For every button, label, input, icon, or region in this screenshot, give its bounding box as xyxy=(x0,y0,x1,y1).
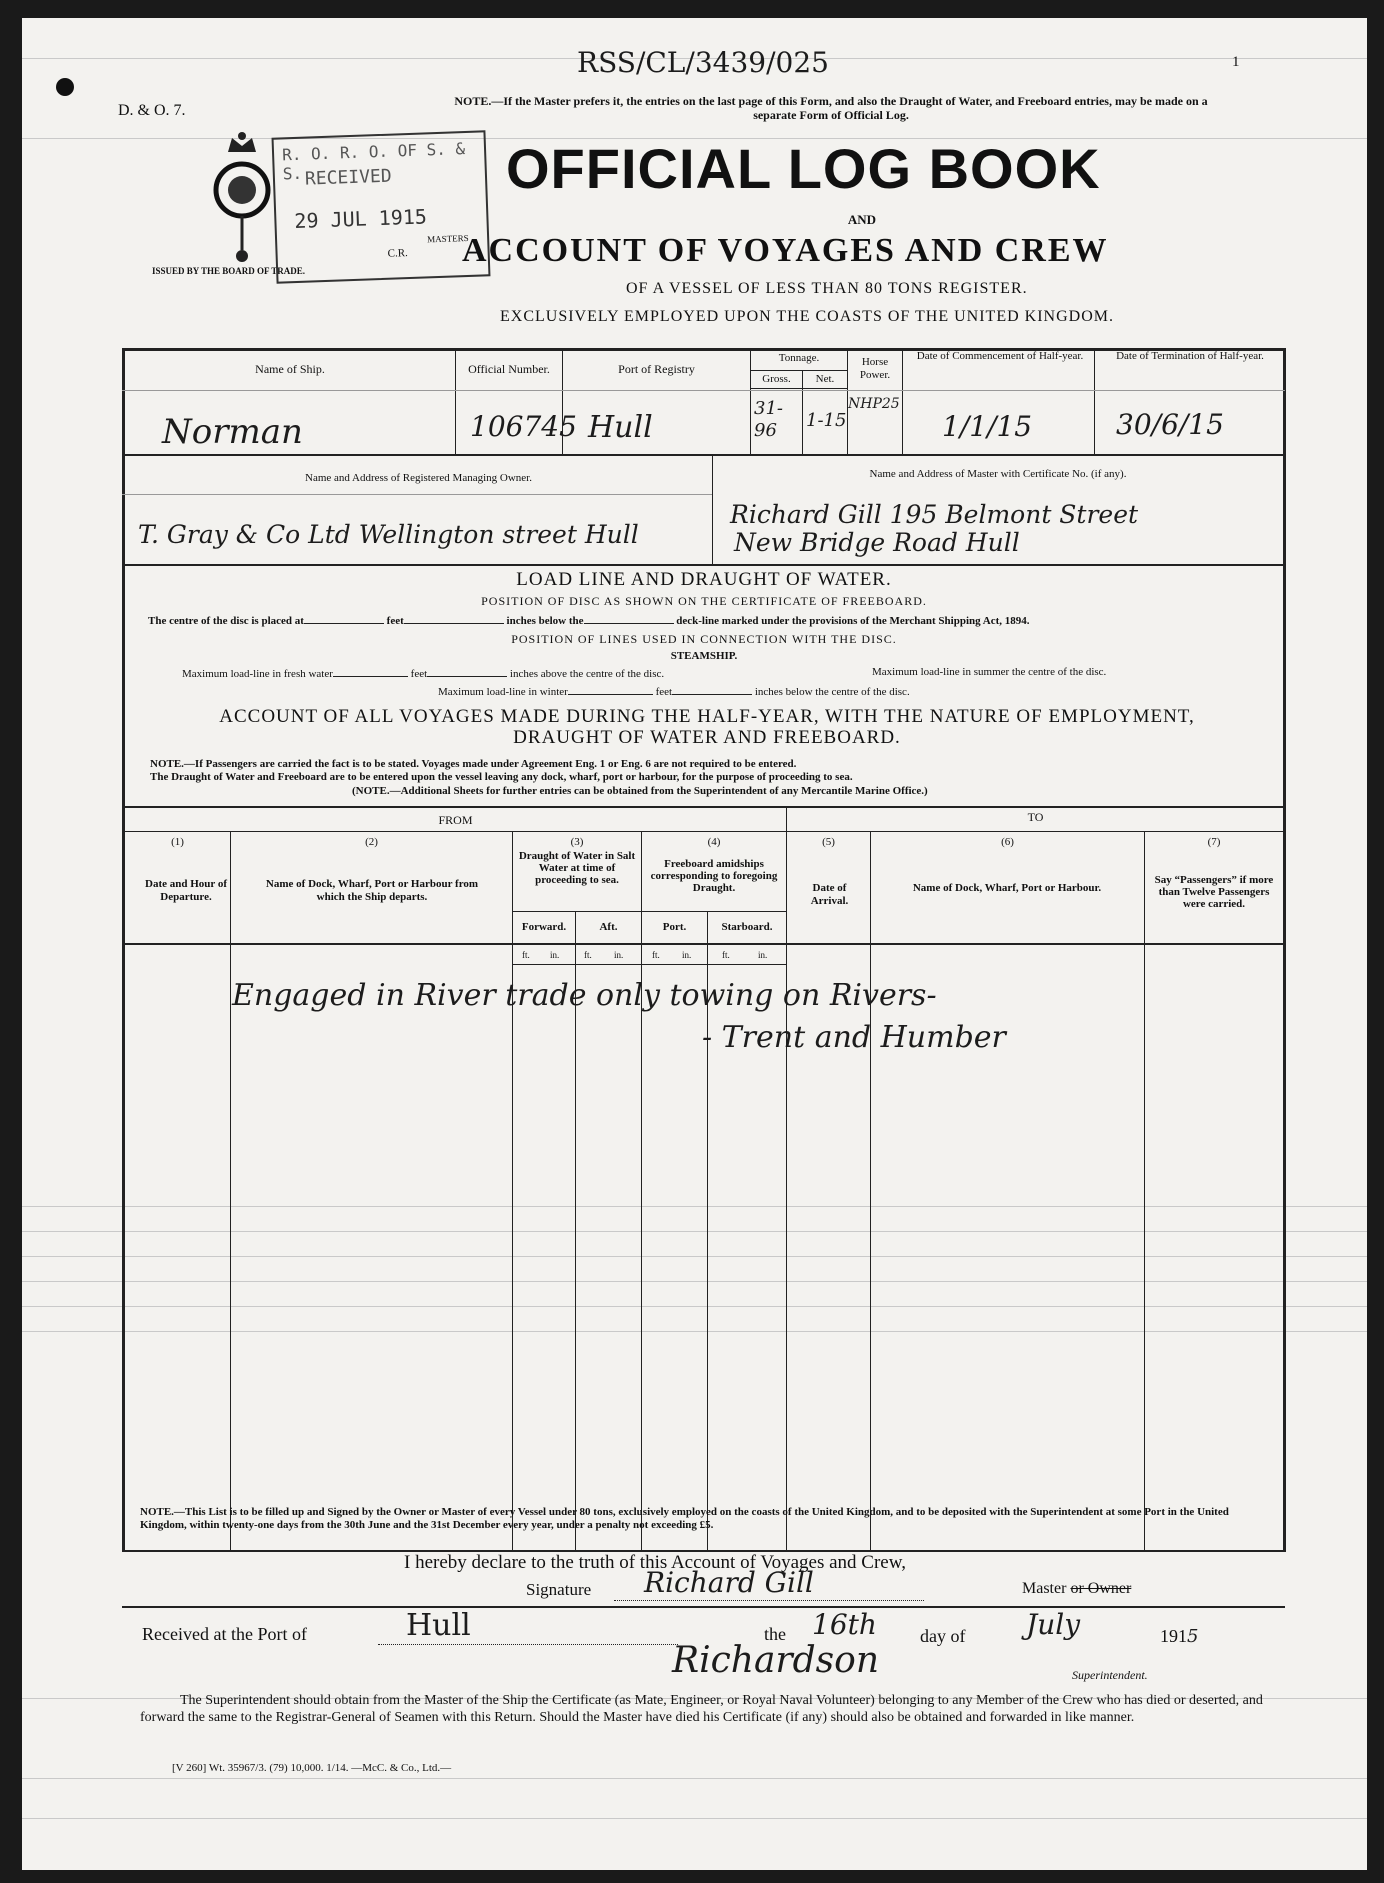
royal-crest-icon xyxy=(210,130,274,285)
account-title: ACCOUNT OF ALL VOYAGES MADE DURING THE HALF-YEAR, WITH THE NATURE OF EMPLOYMENT, DRAUGHT OF WATER AND FREEBOARD. xyxy=(219,706,1195,748)
subtitle-coasts: EXCLUSIVELY EMPLOYED UPON THE COASTS OF THE UNITED KINGDOM. xyxy=(500,308,1114,325)
page-title: OFFICIAL LOG BOOK xyxy=(506,137,1101,200)
winter-line: Maximum load-line in winter feet inches below the centre of the disc. xyxy=(438,686,910,698)
header-horse-power: Horse Power. xyxy=(859,356,891,381)
declaration: I hereby declare to the truth of this Account of Voyages and Crew, xyxy=(404,1552,906,1573)
ship-net-tonnage: 1-15 xyxy=(806,410,847,431)
position-lines-heading: POSITION OF LINES USED IN CONNECTION WITH THE DISC. xyxy=(511,632,897,646)
header-official-number: Official Number. xyxy=(468,362,550,376)
forward-header: Forward. xyxy=(521,921,567,933)
note-bottom: NOTE.—This List is to be filled up and Signed by the Owner or Master of every Vessel under 80 tons, exclusively employed on the coasts of the United Kingdom, and to be deposited with the Superintendent at some Port in the United Kingdom, within twenty-one days from the 30th June and the 31st December every year, under a penalty not exceeding £5. xyxy=(140,1506,1229,1531)
note-sheets: (NOTE.—Additional Sheets for further entries can be obtained from the Superintendent of any Mercantile Marine Office.) xyxy=(352,785,928,797)
col4-number: (4) xyxy=(707,836,721,848)
col7-header: Say “Passengers” if more than Twelve Passengers were carried. xyxy=(1154,874,1274,910)
ship-horse-power: NHP25 xyxy=(848,396,900,412)
archive-reference: RSS/CL/3439/025 xyxy=(577,46,829,79)
header-net: Net. xyxy=(815,373,835,385)
header-commencement: Date of Commencement of Half-year. xyxy=(916,350,1084,362)
received-day: 16th xyxy=(812,1608,877,1641)
header-name-of-ship: Name of Ship. xyxy=(255,362,325,376)
signature-label: Signature xyxy=(526,1580,592,1599)
owner-label: Name and Address of Registered Managing Owner. xyxy=(305,472,532,484)
master-or-owner: Master or Owner xyxy=(1022,1580,1132,1597)
col1-number: (1) xyxy=(171,836,184,848)
master-label: Name and Address of Master with Certificate No. (if any). xyxy=(869,468,1127,480)
col3-header: Draught of Water in Salt Water at time of proceeding to sea. xyxy=(518,850,636,886)
summer-line: Maximum load-line in summer the centre of the disc. xyxy=(872,666,1107,678)
header-port-of-registry: Port of Registry xyxy=(618,362,695,376)
the-label: the xyxy=(764,1624,786,1644)
signature: Richard Gill xyxy=(644,1566,814,1599)
ship-name: Norman xyxy=(162,412,303,452)
footer-paragraph: The Superintendent should obtain from the Master of the Ship the Certificate (as Mate, Engineer, or Royal Naval Volunteer) belonging to any Member of the Crew who has died or deserted, and forward the same to the Registrar-General of Seamen with this Return. Should the Master have died his Certificate (if any) should also be obtained and forwarded in like manner. xyxy=(140,1693,1263,1725)
ship-official-number: 106745 xyxy=(470,410,577,443)
ship-port: Hull xyxy=(588,410,653,445)
col3-number: (3) xyxy=(570,836,584,848)
port-header: Port. xyxy=(662,921,687,933)
log-book-page: RSS/CL/3439/025 1 D. & O. 7. NOTE.—If the Master prefers it, the entries on the last page of this Form, and also the Draught of Water, and Freeboard entries, may be made on a separate Form of Official Log. ISSUED BY THE BOARD OF TRADE. R. O. R. O. OF S. & S. RECEIVED 29 JUL 1915 MASTERS C.R. OFFICIAL LOG BOOK AND ACCOUNT OF VOYAGES AND CREW OF A VESSEL OF LESS THAN 80 TONS REGISTER. EXCLUSIVELY EMPLOYED UPON THE COASTS OF THE UNITED KINGDOM. Name of Ship. Official Number. Port of Registry Tonnage. Gross. Net. Horse Power. Date of Commencement of Half-year. Date of Termination of Half-year. Norman 106745 Hull 31-96 1-15 NHP25 1/1/15 30/6/15 Name and Address of Registered Managing Owner. Name and Address of Master with Certificate No. (if any). T. Gray & Co Ltd Wellington street Hull Richard Gill 195 Belmont Street New Bridge Road Hull LOAD LINE AND DRAUGHT OF WATER. POSITION OF DISC AS SHOWN ON THE CERTIFICATE OF FREEBOARD. The centre of the disc is placed at feet inches below the deck-line marked under the provisions of the Merchant Shipping Act, 1894. POSITION OF LINES USED IN CONNECTION WITH THE DISC. STEAMSHIP. Maximum load-line in fresh water feet inches above the centre of the disc. Maximum load-line in summer the centre of the disc. Maximum load-line in winter feet inches below the centre of the disc. ACCOUNT OF ALL VOYAGES MADE DURING THE HALF-YEAR, WITH THE NATURE OF EMPLOYMENT, DRAUGHT OF WATER AND FREEBOARD. NOTE.—If Passengers are carried the fact is to be stated. Voyages made under Agreement Eng. 1 or Eng. 6 are not required to be entered. The Draught of Water and Freeboard are to be entered upon the vessel leaving any dock, wharf, port or harbour, for the purpose of proceeding to sea. (NOTE.—Additional Sheets for further entries can be obtained from the Superintendent of any Mercantile Marine Office.) FROM TO (1) Date and Hour of Departure. (2) Name of Dock, Wharf, Port or Harbour from which the Ship departs. (3) Draught of Water in Salt Water at time of proceeding to sea. (4) Freeboard amidships corresponding to foregoing Draught. (5) Date of Arrival. (6) Name of Dock, Wharf, Port or Harbour. (7) Say “Passengers” if more than Twelve Passengers were carried. Forward. Aft. Port. Starboard. ft. in. ft. in. ft. in. ft. in. Engaged in River trade only towing on Rivers- - Trent and Humber NOTE.—This List is to be filled up and Signed by the Owner or Master of every Vessel under 80 tons, exclusively employed on the coasts of the United Kingdom, and to be deposited with the Superintendent at some Port in the United Kingdom, within twenty-one days from the 30th June and the 31st December every year, under a penalty not exceeding £5. I hereby declare to the truth of this Account of Voyages and Crew, Signature Richard Gill Master or Owner Received at the Port of Hull the 16th day of July 1915 Richardson Superintendent. The Superintendent should obtain from the Master of the Ship the Certificate (as Mate, Engineer, or Royal Naval Volunteer) belonging to any Member of the Crew who has died or deserted, and forward the same to the Registrar-General of Seamen with this Return. Should the Master have died his Certificate (if any) should also be obtained and forwarded in like manner. [V 260] Wt. 35967/3. (79) 10,000. 1/14. —McC. & Co., Ltd.— xyxy=(22,18,1367,1870)
received-port: Hull xyxy=(406,1608,471,1643)
starboard-header: Starboard. xyxy=(721,921,773,933)
ship-gross-tonnage: 31-96 xyxy=(754,398,783,441)
note-draught: The Draught of Water and Freeboard are to be entered upon the vessel leaving any dock, wharf, port or harbour, for the purpose of proceeding to sea. xyxy=(150,771,853,783)
note-top: NOTE.—If the Master prefers it, the entries on the last page of this Form, and also the Draught of Water, and Freeboard entries, may be made on a separate Form of Official Log. xyxy=(454,94,1208,122)
page-number: 1 xyxy=(1232,54,1240,70)
col2-header: Name of Dock, Wharf, Port or Harbour from which the Ship departs. xyxy=(265,878,479,903)
col2-number: (2) xyxy=(365,836,378,848)
ship-commencement: 1/1/15 xyxy=(942,410,1033,443)
from-heading: FROM xyxy=(438,813,473,827)
header-termination: Date of Termination of Half-year. xyxy=(1116,350,1264,362)
col5-number: (5) xyxy=(822,836,835,848)
page-subtitle: ACCOUNT OF VOYAGES AND CREW xyxy=(462,232,1109,269)
col6-number: (6) xyxy=(1001,836,1014,848)
entry-line-1: Engaged in River trade only towing on Rivers- xyxy=(232,978,937,1013)
header-tonnage: Tonnage. xyxy=(778,352,820,364)
superintendent-label: Superintendent. xyxy=(1072,1668,1148,1682)
owner-name-address: T. Gray & Co Ltd Wellington street Hull xyxy=(138,520,639,549)
note-passengers: NOTE.—If Passengers are carried the fact is to be stated. Voyages made under Agreement Eng. 1 or Eng. 6 are not required to be entered. xyxy=(150,758,797,770)
punch-hole xyxy=(56,78,74,96)
col5-header: Date of Arrival. xyxy=(810,882,849,907)
header-gross: Gross. xyxy=(762,373,791,385)
form-code: D. & O. 7. xyxy=(118,102,186,119)
load-line-title: LOAD LINE AND DRAUGHT OF WATER. xyxy=(516,569,892,590)
printer-line: [V 260] Wt. 35967/3. (79) 10,000. 1/14. —McC. & Co., Ltd.— xyxy=(172,1762,452,1774)
received-stamp: R. O. R. O. OF S. & S. RECEIVED 29 JUL 1915 MASTERS C.R. xyxy=(272,130,491,283)
subtitle-tons: OF A VESSEL OF LESS THAN 80 TONS REGISTER. xyxy=(626,280,1028,297)
position-disc-heading: POSITION OF DISC AS SHOWN ON THE CERTIFICATE OF FREEBOARD. xyxy=(481,594,927,608)
received-month: July xyxy=(1026,1608,1081,1641)
received-label: Received at the Port of xyxy=(142,1624,307,1644)
title-and: AND xyxy=(847,212,877,227)
day-of-label: day of xyxy=(920,1626,966,1646)
master-name-address-line2: New Bridge Road Hull xyxy=(734,528,1020,557)
issued-by: ISSUED BY THE BOARD OF TRADE. xyxy=(152,266,306,276)
master-name-address-line1: Richard Gill 195 Belmont Street xyxy=(730,500,1139,529)
col4-header: Freeboard amidships corresponding to foregoing Draught. xyxy=(650,858,778,894)
to-heading: TO xyxy=(1027,810,1044,824)
col7-number: (7) xyxy=(1207,836,1221,848)
steamship-heading: STEAMSHIP. xyxy=(670,650,738,662)
superintendent-signature: Richardson xyxy=(672,1640,880,1681)
entry-line-2: - Trent and Humber xyxy=(702,1020,1006,1055)
ship-termination: 30/6/15 xyxy=(1116,408,1224,441)
received-year: 1915 xyxy=(1160,1626,1199,1647)
col1-header: Date and Hour of Departure. xyxy=(145,878,227,903)
aft-header: Aft. xyxy=(599,921,618,933)
disc-centre-text: The centre of the disc is placed at feet inches below the deck-line marked under the provisions of the Merchant Shipping Act, 1894. xyxy=(148,615,1030,627)
fresh-water-line: Maximum load-line in fresh water feet inches above the centre of the disc. xyxy=(182,668,665,680)
col6-header: Name of Dock, Wharf, Port or Harbour. xyxy=(912,882,1102,894)
